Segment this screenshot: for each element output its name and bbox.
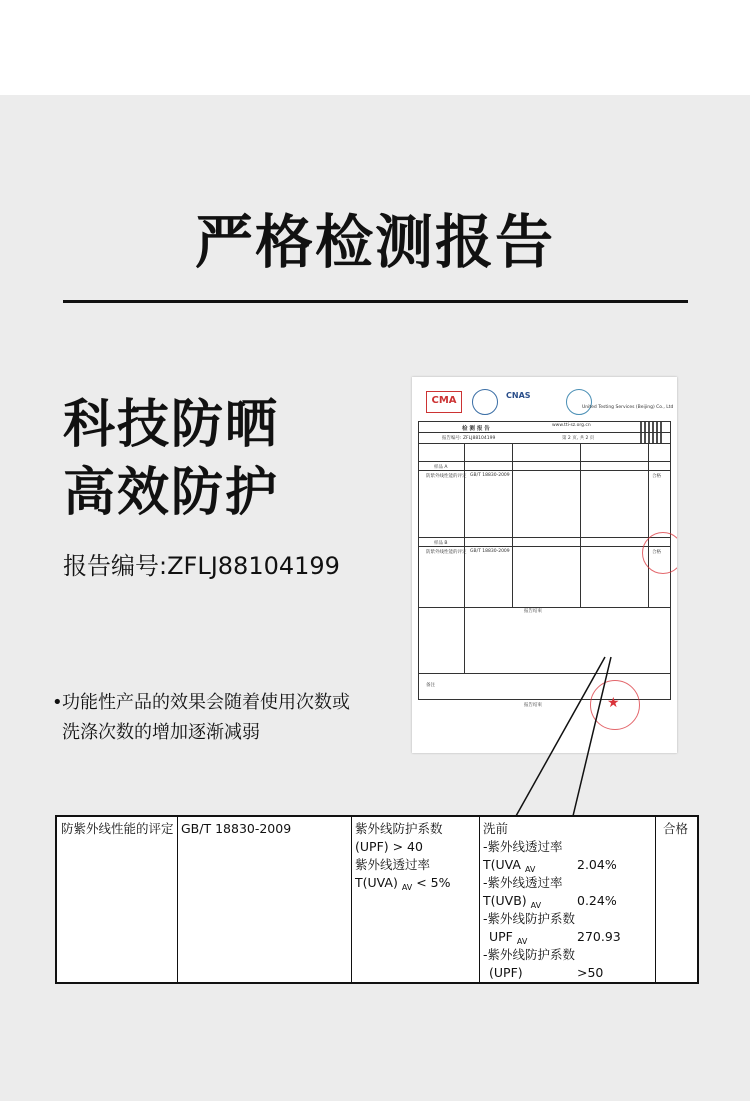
table-uva-label: -紫外线透过率: [483, 839, 563, 854]
table-results-heading: 洗前: [483, 821, 509, 836]
table-requirement-3: 紫外线透过率: [355, 857, 431, 872]
table-uva-value: 2.04%: [577, 857, 617, 872]
headline-line-2: 高效防护: [63, 463, 280, 523]
cert-report-number: 报告编号: ZFLJ88104199: [442, 436, 496, 441]
cert-verdict-a: 合格: [652, 474, 661, 479]
page-title: 严格检测报告: [194, 208, 555, 276]
table-upf-value: 270.93: [577, 929, 621, 944]
bullet-icon: •: [52, 692, 63, 713]
cert-remark: 备注: [426, 683, 435, 688]
zoomed-result-table: [55, 815, 699, 984]
table-upf2-name: (UPF): [489, 965, 523, 980]
cert-item-a: 防紫外线性能的评定: [426, 474, 467, 479]
cert-report-title: 检 测 报 告: [462, 426, 490, 432]
table-upf2-value: >50: [577, 965, 604, 980]
note-line-1: 功能性产品的效果会随着使用次数或: [62, 692, 350, 713]
cert-end-mark: 报告结束: [524, 609, 542, 614]
headline-line-1: 科技防晒: [63, 395, 280, 455]
table-upf-name: UPF $_{AV}$: [489, 929, 528, 946]
cert-end-mark-2: 报告结束: [524, 703, 542, 708]
note-line-2: 洗涤次数的增加逐渐减弱: [62, 722, 260, 743]
table-upf2-label: -紫外线防护系数: [483, 947, 576, 962]
table-upf-label: -紫外线防护系数: [483, 911, 576, 926]
table-uva-name: T(UVA $_{AV}$: [483, 857, 536, 874]
cert-item-b: 防紫外线性能的评定: [426, 550, 467, 555]
cert-page: 第 2 页, 共 2 页: [562, 436, 595, 441]
table-requirement-4: T(UVA) $_{AV}$ < 5%: [355, 875, 451, 892]
cert-company: United Testing Services (Beijing) Co., Ltd: [582, 405, 674, 410]
table-standard: GB/T 18830-2009: [181, 821, 292, 836]
table-uvb-name: T(UVB) $_{AV}$: [483, 893, 542, 910]
table-item: 防紫外线性能的评定: [61, 821, 174, 836]
cert-standard-b: GB/T 18830-2009: [470, 549, 510, 554]
cert-sample-a: 样品 A: [434, 465, 448, 470]
cma-logo-icon: CMA: [426, 391, 462, 413]
cert-site: www.tti-sz.org.cn: [552, 423, 591, 428]
table-verdict: 合格: [663, 821, 689, 836]
cert-sample-b: 样品 B: [434, 541, 448, 546]
report-number: 报告编号:ZFLJ88104199: [63, 552, 340, 580]
table-uvb-label: -紫外线透过率: [483, 875, 563, 890]
table-uvb-value: 0.24%: [577, 893, 617, 908]
seal-star-icon: ★: [607, 695, 620, 711]
cnas-logo-icon: CNAS: [506, 391, 531, 400]
cert-standard-a: GB/T 18830-2009: [470, 473, 510, 478]
cert-verdict-b: 合格: [652, 550, 661, 555]
table-requirement-1: 紫外线防护系数: [355, 821, 443, 836]
table-requirement-2: (UPF) > 40: [355, 839, 423, 854]
